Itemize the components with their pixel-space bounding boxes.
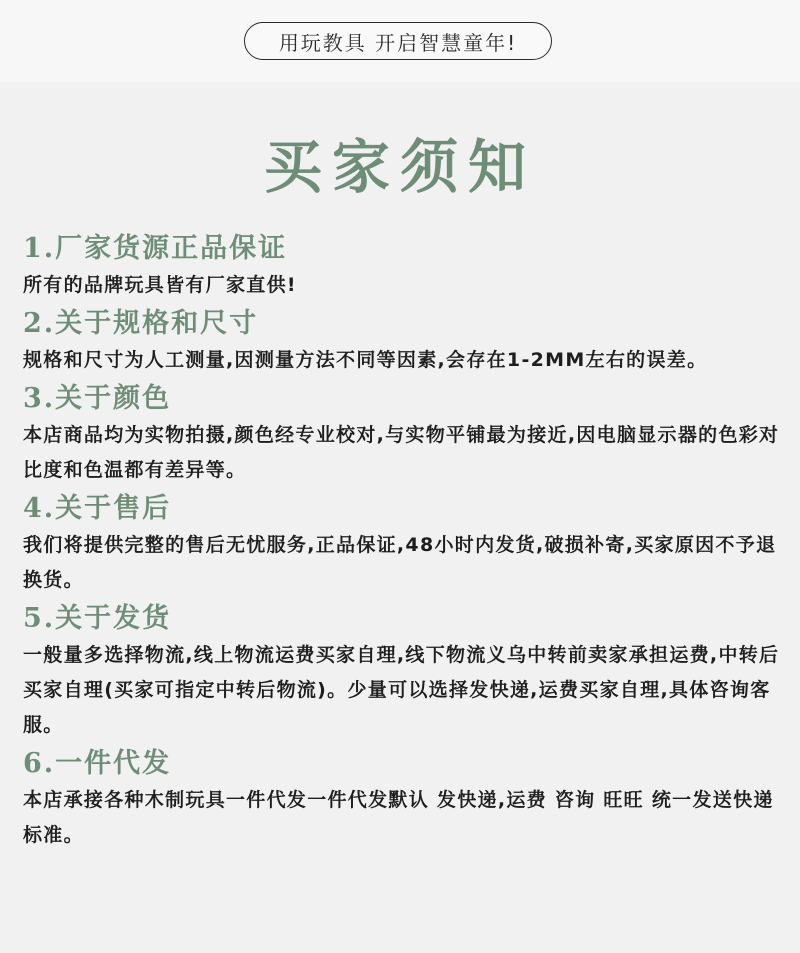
section-body: 一般量多选择物流,线上物流运费买家自理,线下物流义乌中转前卖家承担运费,中转后买家自理(买家可指定中转后物流)。少量可以选择发快递,运费买家自理,具体咨询客服。 — [23, 644, 780, 736]
page-title: 买家须知 — [263, 133, 536, 201]
section-body: 所有的品牌玩具皆有厂家直供! — [23, 274, 297, 296]
section-size — [23, 305, 783, 378]
section-body: 规格和尺寸为人工测量,因测量方法不同等因素,会存在1-2MM左右的误差。 — [23, 349, 708, 371]
section-title: 3.关于颜色 — [23, 383, 172, 414]
slogan-badge: 用玩教具 开启智慧童年! — [244, 22, 552, 60]
notice-sections — [23, 230, 783, 855]
section-after-sales — [23, 490, 783, 598]
section-shipping — [23, 600, 783, 743]
section-body: 我们将提供完整的售后无忧服务,正品保证,48小时内发货,破损补寄,买家原因不予退换货。 — [23, 534, 777, 591]
section-title: 2.关于规格和尺寸 — [23, 308, 259, 339]
section-dropship — [23, 745, 783, 853]
section-title: 5.关于发货 — [23, 603, 172, 634]
section-title: 6.一件代发 — [23, 748, 172, 779]
section-color — [23, 380, 783, 488]
top-band — [0, 0, 800, 82]
section-body: 本店商品均为实物拍摄,颜色经专业校对,与实物平铺最为接近,因电脑显示器的色彩对比度和色温都有差异等。 — [23, 424, 780, 481]
section-body: 本店承接各种木制玩具一件代发一件代发默认 发快递,运费 咨询 旺旺 统一发送快递标准。 — [23, 789, 774, 846]
section-title: 1.厂家货源正品保证 — [23, 233, 288, 264]
section-title: 4.关于售后 — [23, 493, 172, 524]
section-factory — [23, 230, 783, 303]
